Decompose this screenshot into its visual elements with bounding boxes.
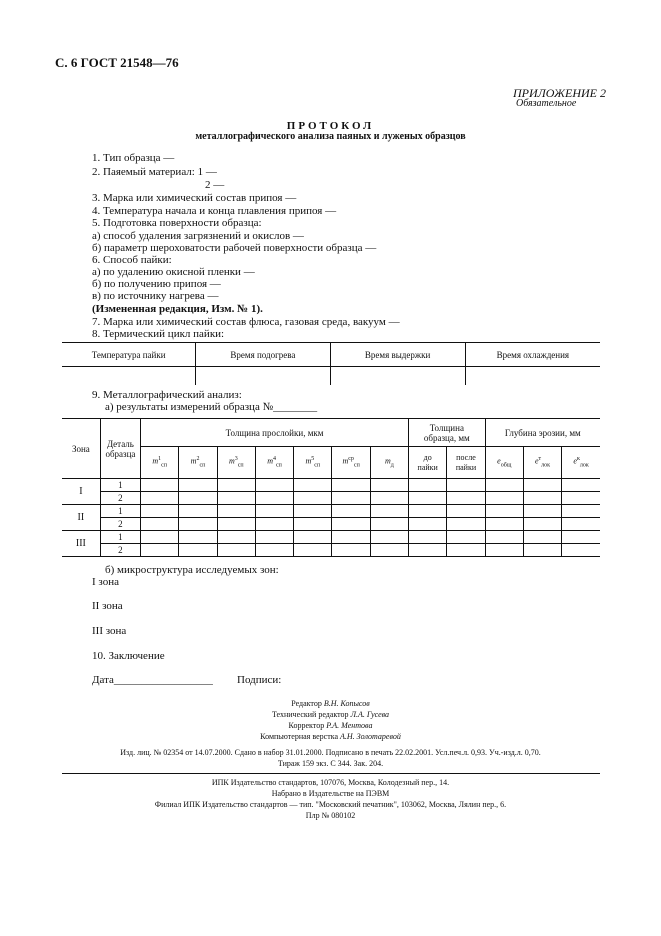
- conclusion: 10. Заключение: [92, 650, 165, 662]
- table-row: [62, 544, 600, 557]
- list-item: 5. Подготовка поверхности образца:: [92, 217, 262, 229]
- table-cell: [330, 367, 465, 385]
- table-cell: [370, 518, 408, 531]
- publisher-line-1: ИПК Издательство стандартов, 107076, Москва, Колодезный пер., 14.: [211, 778, 450, 787]
- table-cell: [485, 505, 523, 518]
- sample-thickness-header: [409, 419, 486, 447]
- item-9: 9. Металлографический анализ:: [92, 389, 242, 401]
- protocol-title: ПРОТОКОЛ: [286, 120, 375, 132]
- e-col-local-t: $e^т_{лок}$: [523, 447, 561, 479]
- table-cell: [523, 544, 561, 557]
- table-cell: [332, 505, 370, 518]
- table-row: [62, 492, 600, 505]
- table-cell: [255, 492, 293, 505]
- m-col-2: $m^2_{сп}$: [179, 447, 217, 479]
- table-cell: [523, 518, 561, 531]
- sample-thickness-line2: образца, мм: [423, 432, 470, 443]
- table-cell: [485, 544, 523, 557]
- micro-zone-3: III зона: [92, 625, 127, 637]
- protocol-subtitle: металлографического анализа паяных и луженых образцов: [195, 131, 466, 142]
- part-header: [100, 419, 140, 479]
- table-cell: [179, 544, 217, 557]
- layer-thickness-header: Толщина прослойки, мкм: [141, 419, 409, 447]
- divider: [62, 773, 600, 774]
- list-item: 1. Тип образца —: [92, 152, 175, 164]
- part-cell: 1: [100, 505, 140, 518]
- table-cell: [62, 367, 196, 385]
- list-item: 2. Паяемый материал: 1 —: [92, 166, 217, 178]
- zone-header: Зона: [62, 419, 100, 479]
- before-soldering-header: до пайки: [409, 447, 447, 479]
- m-col-5: $m^5_{сп}$: [294, 447, 332, 479]
- table-cell: [332, 479, 370, 492]
- table-cell: [332, 531, 370, 544]
- after-soldering-header: после пайки: [447, 447, 485, 479]
- table-cell: [485, 492, 523, 505]
- m-col-d: $m_д$: [370, 447, 408, 479]
- sample-thickness-line1: Толщина: [429, 422, 464, 433]
- list-item: в) по источнику нагрева —: [92, 290, 219, 302]
- table-cell: [179, 492, 217, 505]
- part-cell: 2: [100, 492, 140, 505]
- header-cooling-time: Время охлаждения: [465, 343, 600, 367]
- page-header: С. 6 ГОСТ 21548—76: [55, 55, 179, 70]
- table-cell: [179, 479, 217, 492]
- table-cell: [523, 531, 561, 544]
- list-item: б) параметр шероховатости рабочей поверхности образца —: [92, 242, 377, 254]
- table-cell: [294, 544, 332, 557]
- part-cell: 1: [100, 479, 140, 492]
- table-cell: [447, 479, 485, 492]
- part-header-line1: Деталь: [106, 438, 134, 449]
- table-cell: [370, 544, 408, 557]
- m-col-avg: $m^{ср}_{сп}$: [332, 447, 370, 479]
- list-item: 7. Марка или химический состав флюса, газовая среда, вакуум —: [92, 316, 400, 328]
- erosion-header: Глубина эрозии, мм: [485, 419, 600, 447]
- table-cell: [447, 518, 485, 531]
- amendment-note: (Измененная редакция, Изм. № 1).: [92, 303, 263, 315]
- table-cell: [294, 492, 332, 505]
- table-cell: [332, 544, 370, 557]
- table-cell: [447, 505, 485, 518]
- table-cell: [255, 544, 293, 557]
- part-cell: 2: [100, 518, 140, 531]
- table-row: [62, 518, 600, 531]
- table-cell: [485, 518, 523, 531]
- m-col-3: $m^3_{сп}$: [217, 447, 255, 479]
- table-cell: [255, 505, 293, 518]
- table-cell: [370, 531, 408, 544]
- table-cell: [217, 505, 255, 518]
- table-cell: [409, 479, 447, 492]
- publisher-line-2: Набрано в Издательстве на ПЭВМ: [271, 789, 390, 798]
- imprint-line-2: Тираж 159 экз. С 344. Зак. 204.: [277, 759, 384, 768]
- table-cell: [409, 544, 447, 557]
- table-cell: [447, 544, 485, 557]
- header-preheat-time: Время подогрева: [196, 343, 330, 367]
- table-cell: [523, 479, 561, 492]
- table-cell: [332, 518, 370, 531]
- table-cell: [562, 492, 600, 505]
- table-cell: [465, 367, 600, 385]
- table-cell: [447, 531, 485, 544]
- list-item: 2 —: [205, 179, 225, 191]
- publisher-line-3: Филиал ИПК Издательство стандартов — тип. "Московский печатник", 103062, Москва, Лялин пер., 6.: [154, 800, 507, 809]
- table-cell: [370, 505, 408, 518]
- list-item: 6. Способ пайки:: [92, 254, 172, 266]
- table-cell: [562, 531, 600, 544]
- table-cell: [217, 531, 255, 544]
- table-cell: [370, 479, 408, 492]
- table-cell: [562, 518, 600, 531]
- table-cell: [447, 492, 485, 505]
- table-row: [62, 505, 600, 518]
- thermal-cycle-table: [62, 342, 600, 385]
- part-header-line2: образца: [105, 448, 136, 459]
- e-col-total: $e_{общ}$: [485, 447, 523, 479]
- signatures-label: Подписи:: [237, 674, 282, 686]
- table-cell: [179, 531, 217, 544]
- table-cell: [141, 531, 179, 544]
- table-cell: [141, 492, 179, 505]
- table-cell: [294, 518, 332, 531]
- credit-editor: Редактор В.Н. Копысов: [291, 699, 370, 708]
- date-field: Дата__________________: [92, 674, 213, 686]
- table-cell: [255, 531, 293, 544]
- header-soldering-temp: Температура пайки: [62, 343, 196, 367]
- table-cell: [141, 518, 179, 531]
- table-row: [62, 479, 600, 492]
- table-cell: [409, 531, 447, 544]
- table-cell: [294, 531, 332, 544]
- item-9a: а) результаты измерений образца №________: [105, 401, 318, 413]
- table-cell: [141, 505, 179, 518]
- appendix-title: ПРИЛОЖЕНИЕ 2: [513, 86, 606, 100]
- e-col-local-k: $e^к_{лок}$: [562, 447, 600, 479]
- table-cell: [562, 505, 600, 518]
- table-cell: [196, 367, 330, 385]
- list-item: а) по удалению окисной пленки —: [92, 266, 255, 278]
- table-cell: [562, 544, 600, 557]
- table-cell: [523, 505, 561, 518]
- zone-cell: II: [62, 505, 100, 531]
- table-cell: [255, 479, 293, 492]
- table-cell: [179, 518, 217, 531]
- table-cell: [485, 531, 523, 544]
- table-cell: [217, 544, 255, 557]
- table-cell: [409, 492, 447, 505]
- table-cell: [523, 492, 561, 505]
- m-col-1: $m^1_{сп}$: [141, 447, 179, 479]
- header-hold-time: Время выдержки: [330, 343, 465, 367]
- zone-cell: III: [62, 531, 100, 557]
- table-cell: [409, 505, 447, 518]
- table-cell: [370, 492, 408, 505]
- list-item: б) по получению припоя —: [92, 278, 221, 290]
- table-cell: [217, 518, 255, 531]
- table-row: [62, 531, 600, 544]
- table-cell: [332, 492, 370, 505]
- microstructure-title: б) микроструктура исследуемых зон:: [105, 564, 279, 576]
- appendix-status: Обязательное: [516, 98, 577, 109]
- table-cell: [179, 505, 217, 518]
- list-item: 4. Температура начала и конца плавления припоя —: [92, 205, 337, 217]
- list-item: а) способ удаления загрязнений и окислов —: [92, 230, 304, 242]
- table-cell: [217, 479, 255, 492]
- zone-cell: I: [62, 479, 100, 505]
- credit-tech-editor: Технический редактор Л.А. Гусева: [271, 710, 390, 719]
- list-item: 3. Марка или химический состав припоя —: [92, 192, 297, 204]
- table-cell: [562, 479, 600, 492]
- micro-zone-2: II зона: [92, 600, 123, 612]
- list-item: 8. Термический цикл пайки:: [92, 328, 225, 340]
- part-cell: 1: [100, 531, 140, 544]
- table-cell: [294, 505, 332, 518]
- table-cell: [217, 492, 255, 505]
- table-cell: [294, 479, 332, 492]
- table-cell: [409, 518, 447, 531]
- part-cell: 2: [100, 544, 140, 557]
- credit-layout: Компьютерная верстка А.Н. Золотаревой: [260, 732, 401, 741]
- table-cell: [255, 518, 293, 531]
- table-cell: [141, 544, 179, 557]
- micro-zone-1: I зона: [92, 576, 119, 588]
- table-cell: [141, 479, 179, 492]
- credit-corrector: Корректор Р.А. Ментова: [288, 721, 373, 730]
- m-col-4: $m^4_{сп}$: [255, 447, 293, 479]
- imprint-line-1: Изд. лиц. № 02354 от 14.07.2000. Сдано в набор 31.01.2000. Подписано в печать 22.02.2001. Усл.печ.л. 0,93. Уч.-изд.л. 0,70.: [120, 748, 541, 757]
- measurement-table: [62, 418, 600, 557]
- table-cell: [485, 479, 523, 492]
- publisher-line-4: Плр № 080102: [305, 811, 356, 820]
